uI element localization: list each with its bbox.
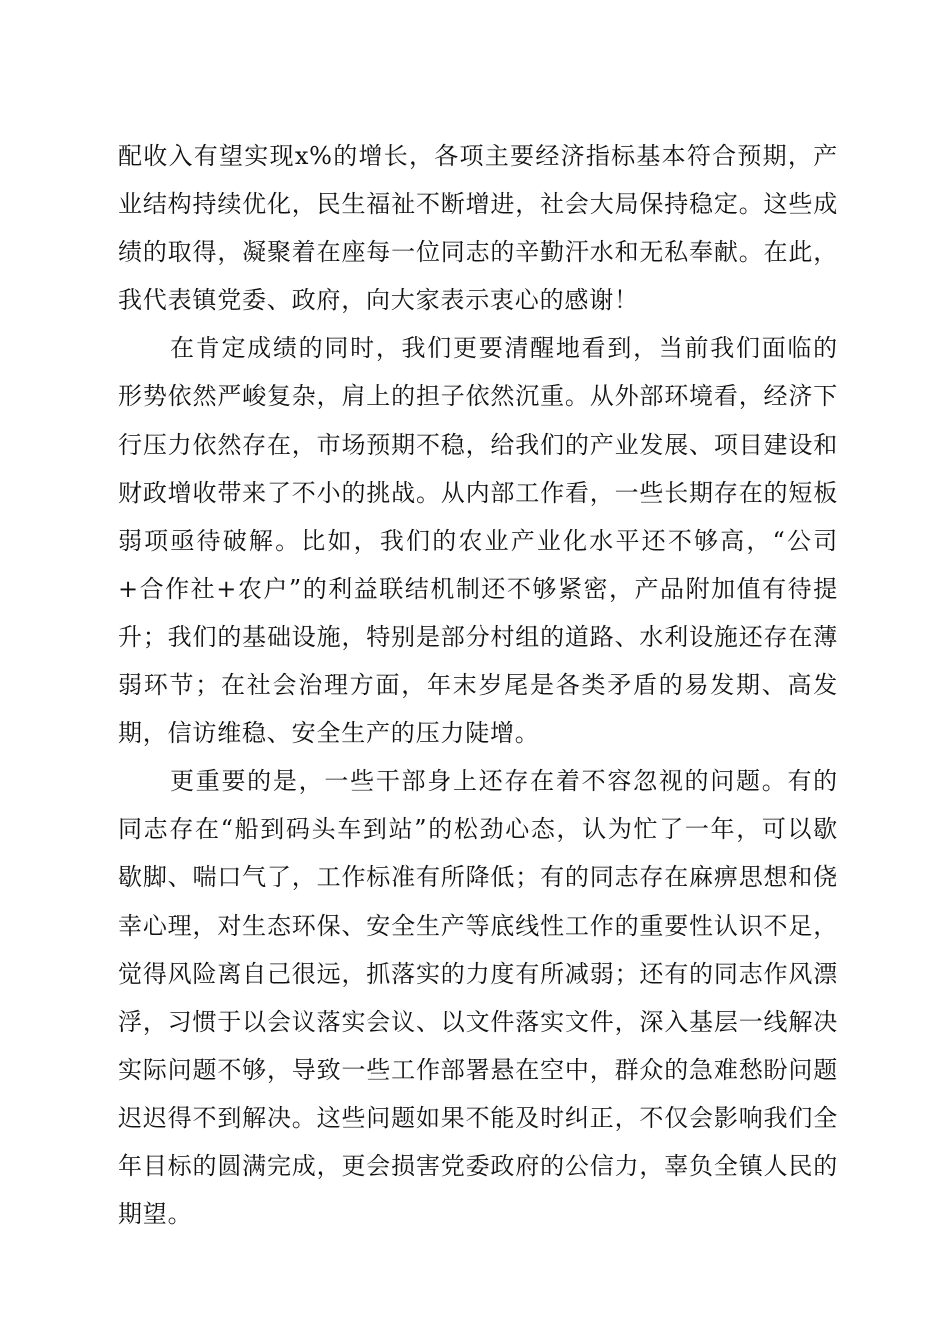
paragraph-challenges: 在肯定成绩的同时，我们更要清醒地看到，当前我们面临的形势依然严峻复杂，肩上的担子依然沉重。从外部环境看，经济下行压力依然存在，市场预期不稳，给我们的产业发展、项目建设和财政增收带来了不小的挑战。从内部工作看，一些长期存在的短板弱项亟待破解。比如，我们的农业产业化水平还不够高，“公司+合作社+农户”的利益联结机制还不够紧密，产品附加值有待提升；我们的基础设施，特别是部分村组的道路、水利设施还存在薄弱环节；在社会治理方面，年末岁尾是各类矛盾的易发期、高发期，信访维稳、安全生产的压力陡增。 bbox=[118, 334, 838, 748]
paragraph-continued-achievements: 配收入有望实现x%的增长，各项主要经济指标基本符合预期，产业结构持续优化，民生福祉不断增进，社会大局保持稳定。这些成绩的取得，凝聚着在座每一位同志的辛勤汗水和无私奉献。在此，我代表镇党委、政府，向大家表示衷心的感谢！ bbox=[118, 142, 838, 315]
document-body bbox=[118, 132, 838, 1238]
paragraph-cadre-problems: 更重要的是，一些干部身上还存在着不容忽视的问题。有的同志存在“船到码头车到站”的松劲心态，认为忙了一年，可以歇歇脚、喘口气了，工作标准有所降低；有的同志存在麻痹思想和侥幸心理，对生态环保、安全生产等底线性工作的重要性认识不足，觉得风险离自己很远，抓落实的力度有所减弱；还有的同志作风漂浮，习惯于以会议落实会议、以文件落实文件，深入基层一线解决实际问题不够，导致一些工作部署悬在空中，群众的急难愁盼问题迟迟得不到解决。这些问题如果不能及时纠正，不仅会影响我们全年目标的圆满完成，更会损害党委政府的公信力，辜负全镇人民的期望。 bbox=[118, 767, 838, 1229]
